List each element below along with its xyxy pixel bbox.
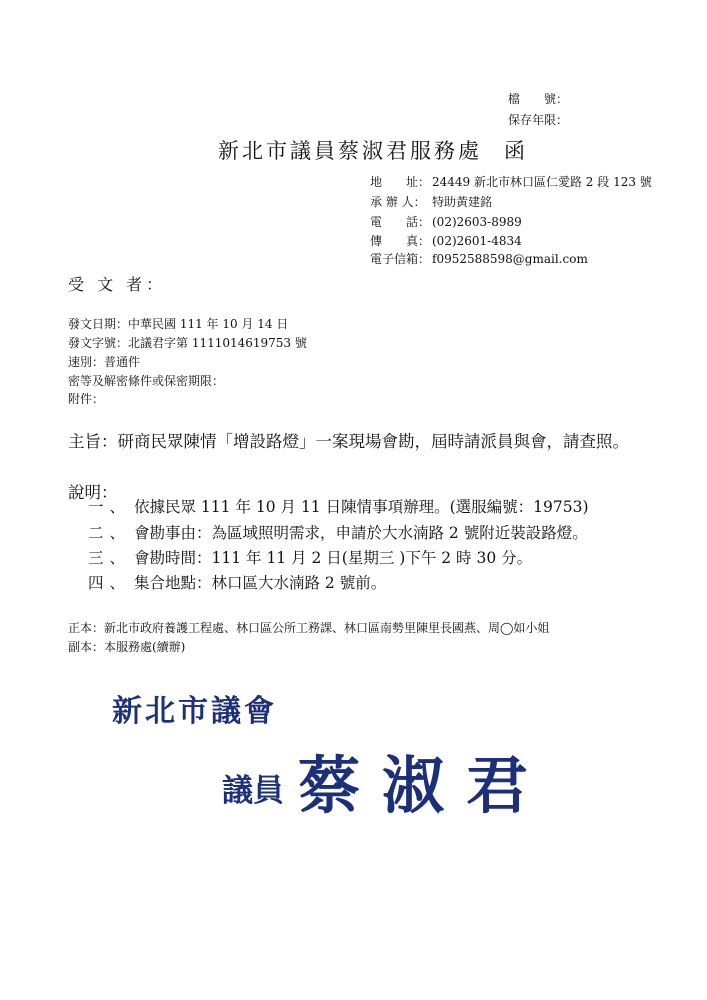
item-number: 三、 (88, 549, 132, 567)
confidentiality: 密等及解密條件或保密期限： (68, 374, 225, 388)
file-number-label: 檔 號： (508, 92, 569, 106)
description-item (88, 547, 532, 569)
copy-recipients: 副本：本服務處(續辦) (68, 640, 186, 654)
attachments: 附件： (68, 392, 105, 406)
description-item (88, 522, 588, 544)
contact-handler (370, 192, 492, 212)
contact-value: (02)2601-4834 (432, 234, 522, 248)
item-text: 會勘事由：為區域照明需求，申請於大水湳路 2 號附近裝設路燈。 (134, 524, 588, 542)
description-item (88, 572, 386, 594)
document-title (218, 135, 528, 165)
contact-value: (02)2603-8989 (432, 215, 522, 229)
item-text: 依據民眾 111 年 10 月 11 日陳情事項辦理。(選服編號：19753) (134, 498, 589, 516)
issue-date: 發文日期：中華民國 111 年 10 月 14 日 (68, 317, 289, 331)
document-number: 發文字號：北議君字第 1111014619753 號 (68, 336, 307, 350)
contact-value: 特助黃建銘 (432, 195, 493, 209)
contact-phone (370, 212, 522, 232)
item-number: 四、 (88, 574, 132, 592)
councilor-name-seal: 蔡淑君 (298, 749, 551, 822)
contact-label: 承 辦 人： (370, 195, 426, 209)
subject-line: 主旨：研商民眾陳情「增設路燈」一案現場會勘，屆時請派員與會，請查照。 (68, 432, 629, 451)
document-type: 函 (504, 139, 528, 163)
office-name: 新北市議員蔡淑君服務處 (218, 139, 482, 163)
contact-fax (370, 231, 522, 251)
contact-label: 地 址： (370, 175, 431, 189)
council-seal-text: 新北市議會 (112, 694, 277, 729)
contact-value: 24449 新北市林口區仁愛路 2 段 123 號 (432, 175, 652, 189)
description-label: 說明： (68, 483, 118, 502)
retention-period-label: 保存年限： (508, 113, 569, 127)
recipient-label: 受 文 者： (68, 275, 167, 294)
original-recipients: 正本：新北市政府養護工程處、林口區公所工務課、林口區南勢里陳里長國燕、周◯如小姐 (68, 621, 550, 635)
contact-email (370, 249, 588, 269)
item-number: 二、 (88, 524, 132, 542)
item-number: 一、 (88, 498, 132, 516)
description-item (88, 496, 589, 518)
delivery-speed: 速別：普通件 (68, 355, 141, 369)
contact-label: 傳 真： (370, 234, 431, 248)
contact-label: 電子信箱： (370, 252, 431, 266)
contact-value: f0952588598@gmail.com (432, 252, 588, 266)
councilor-title-seal: 議員 (222, 773, 284, 809)
contact-address (370, 172, 652, 192)
item-text: 集合地點：林口區大水湳路 2 號前。 (134, 574, 387, 592)
contact-label: 電 話： (370, 215, 431, 229)
item-text: 會勘時間：111 年 11 月 2 日(星期三 )下午 2 時 30 分。 (134, 549, 533, 567)
